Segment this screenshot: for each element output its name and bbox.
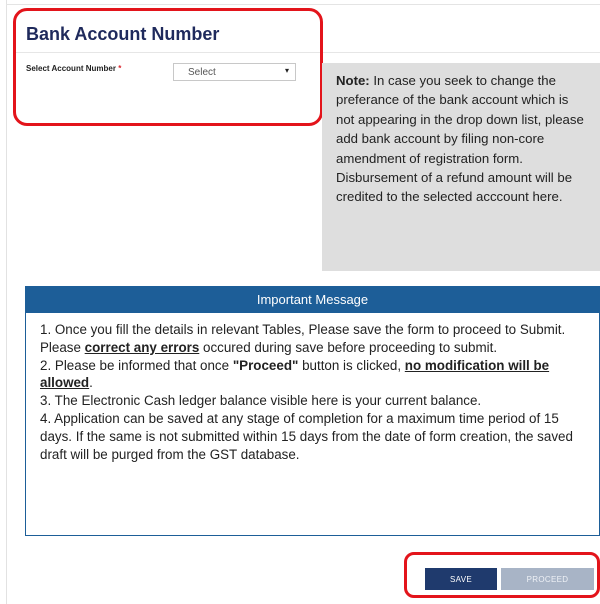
message-item-2-text-c: . <box>89 375 93 391</box>
save-button[interactable]: SAVE <box>425 568 497 590</box>
highlight-annotation-account-section <box>13 8 323 126</box>
message-item-4: 4. Application can be saved at any stage of completion for a maximum time period of 15 days. If the same is not submitted within 15 days from the date of form creation, the saved draft will be purged from the GST database. <box>40 410 573 462</box>
section-title: Bank Account Number <box>26 24 220 44</box>
proceed-emphasis: "Proceed" <box>232 357 299 373</box>
required-asterisk: * <box>118 64 122 73</box>
page-top-border <box>6 4 600 5</box>
highlight-annotation-buttons <box>404 552 600 598</box>
proceed-button[interactable]: PROCEED <box>501 568 594 590</box>
message-item-1-text-a: 1. Once you fill the details in relevant Tables, Please save the form to proceed to Submit. Please <box>40 322 566 355</box>
no-modification-link[interactable]: no modification will be allowed <box>40 357 550 391</box>
note-label: Note: <box>336 73 370 88</box>
chevron-down-icon: ▾ <box>284 66 289 75</box>
important-message-body <box>26 313 599 463</box>
message-item-3: 3. The Electronic Cash ledger balance visible here is your current balance. <box>40 393 482 409</box>
correct-errors-link[interactable]: correct any errors <box>84 339 200 355</box>
message-item-2-text-b: button is clicked, <box>298 357 405 373</box>
message-item-1 <box>40 321 589 357</box>
message-item-2 <box>40 357 589 393</box>
account-number-label-text: Select Account Number <box>26 64 116 73</box>
message-item-1-text-b: occured during save before proceeding to submit. <box>199 339 498 355</box>
page-left-border <box>6 0 7 604</box>
note-panel <box>322 63 600 271</box>
note-text: In case you seek to change the preferance of the bank account which is not appearing in the drop down list, please add bank account by filing non-core amendment of registration form. Disbursement of a refund amount will be credited to the selected acccount here. <box>336 73 584 205</box>
important-message-box <box>25 286 600 536</box>
important-message-header: Important Message <box>26 287 599 313</box>
message-item-2-text-a: 2. Please be informed that once <box>40 357 233 373</box>
account-number-select-value: Select <box>188 67 216 78</box>
